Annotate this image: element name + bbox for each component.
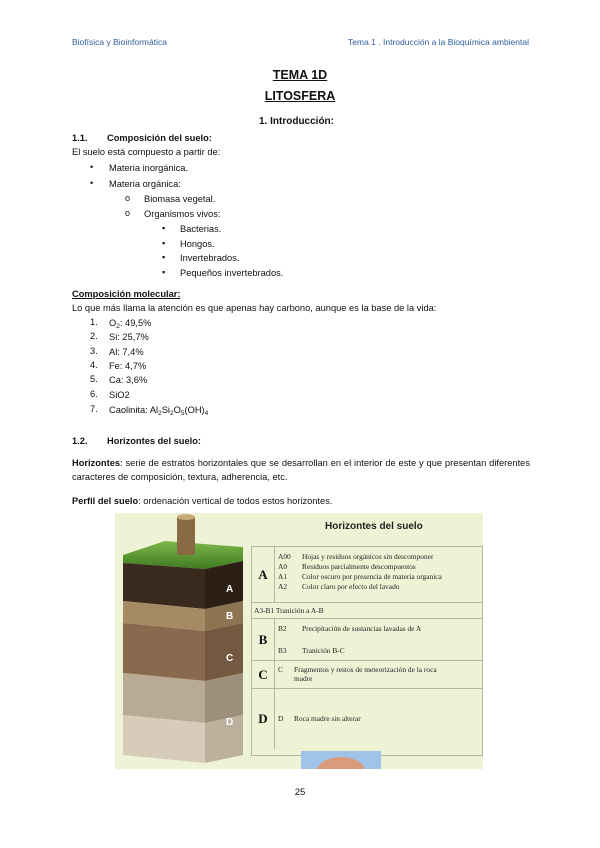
perfil-paragraph: Perfil del suelo: ordenación vertical de todos estos horizontes. — [72, 496, 333, 506]
horizon-desc: Hojas y residuos orgánicos sin descomponer — [302, 552, 434, 561]
molecular-intro: Lo que más llama la atención es que apenas hay carbono, aunque es la base de la vida: — [72, 303, 437, 313]
horizon-code: A1 — [278, 572, 288, 581]
bullet-icon: • — [90, 178, 94, 188]
horizon-desc: Roca madre sin alterar — [294, 714, 361, 723]
block-label: A — [226, 584, 234, 595]
horizon-transition: A3-B1 Tranición a A-B — [254, 606, 324, 615]
list-item: Ca: 3,6% — [109, 375, 148, 385]
list-item: Fe: 4,7% — [109, 361, 147, 371]
horizon-code: A2 — [278, 582, 288, 591]
horizon-key: B — [252, 619, 275, 661]
list-item: Al: 7,4% — [109, 347, 144, 357]
tree-stump-icon — [177, 517, 195, 555]
square-bullet-icon: ▪ — [162, 267, 166, 277]
soil-horizons-figure — [115, 513, 483, 769]
list-item: Organismos vivos: — [144, 209, 221, 219]
square-bullet-icon: ▪ — [162, 223, 166, 233]
list-number: 3. — [90, 346, 98, 356]
horizon-desc: Fragmentos y restos de meteorización de la roca — [294, 665, 437, 674]
circle-bullet-icon: o — [125, 208, 131, 218]
circle-bullet-icon: o — [125, 193, 131, 203]
list-item: Invertebrados. — [180, 253, 240, 263]
partial-photo — [301, 751, 381, 769]
table-row — [252, 688, 482, 756]
list-number: 1. — [90, 317, 98, 327]
header-right: Tema 1 . Introducción a la Bioquímica ambiental — [348, 37, 529, 47]
horizon-code: A00 — [278, 552, 291, 561]
list-number: 2. — [90, 331, 98, 341]
soil-block-illustration — [115, 513, 251, 769]
intro-text: El suelo está compuesto a partir de: — [72, 147, 221, 157]
horizon-desc: Residuos parcialmente descompuestos — [302, 562, 416, 571]
horizon-key: C — [252, 661, 275, 689]
block-label: B — [226, 611, 234, 622]
subsection-number: 1.2. — [72, 436, 88, 446]
molecular-heading: Composición molecular: — [72, 289, 181, 299]
header-left: Biofísica y Bioinformática — [72, 37, 167, 47]
horizon-code: D — [278, 714, 284, 723]
horizons-table — [251, 546, 483, 756]
subsection-title: Horizontes del suelo: — [107, 436, 202, 446]
square-bullet-icon: ▪ — [162, 238, 166, 248]
horizon-code: B3 — [278, 646, 287, 655]
list-item: Materia inorgánica. — [109, 163, 189, 173]
list-item: Pequeños invertebrados. — [180, 268, 284, 278]
horizon-key: D — [252, 689, 275, 749]
list-number: 7. — [90, 404, 98, 414]
horizon-desc: Color oscuro por presencia de materia organica — [302, 572, 442, 581]
table-row — [252, 618, 482, 661]
horizon-desc: madre — [294, 674, 313, 683]
horizon-desc: Precipitación de sustancias lavadas de A — [302, 624, 422, 633]
list-item: Si: 25,7% — [109, 332, 149, 342]
list-item: Bacterias. — [180, 224, 222, 234]
list-item: SiO2 — [109, 390, 130, 400]
list-item: Biomasa vegetal. — [144, 194, 216, 204]
horizon-code: B2 — [278, 624, 287, 633]
block-label: C — [226, 653, 234, 664]
horizon-desc: Color claro por efecto del lavado — [302, 582, 400, 591]
list-number: 6. — [90, 389, 98, 399]
horizon-key: A — [252, 547, 275, 602]
subsection-number: 1.1. — [72, 133, 88, 143]
horizon-code: C — [278, 665, 283, 674]
list-item: Caolinita: $Al_2Si_2O_5(OH)_4$ — [109, 405, 209, 417]
list-item: Hongos. — [180, 239, 215, 249]
block-label: D — [226, 717, 234, 728]
table-row — [252, 547, 482, 602]
list-item: Materia orgánica: — [109, 179, 181, 189]
horizon-code: A0 — [278, 562, 288, 571]
table-row — [252, 602, 482, 619]
section-heading: 1. Introducción: — [259, 116, 334, 127]
bullet-icon: • — [90, 162, 94, 172]
table-row — [252, 660, 482, 689]
list-item: $O_2$: 49,5% — [109, 318, 152, 330]
horizon-desc: Tranición B-C — [302, 646, 345, 655]
page-number: 25 — [294, 787, 306, 798]
figure-title: Horizontes del suelo — [325, 521, 423, 532]
list-number: 5. — [90, 374, 98, 384]
list-number: 4. — [90, 360, 98, 370]
page-title: TEMA 1D — [272, 68, 328, 82]
subsection-title: Composición del suelo: — [107, 133, 212, 143]
page-subtitle: LITOSFERA — [264, 89, 336, 103]
square-bullet-icon: ▪ — [162, 252, 166, 262]
horizontes-paragraph: Horizontes: serie de estratos horizontales que se desarrollan en el interior de este y que presentan diferentes caracteres de composición, textura, adherencia, etc. — [72, 458, 530, 482]
